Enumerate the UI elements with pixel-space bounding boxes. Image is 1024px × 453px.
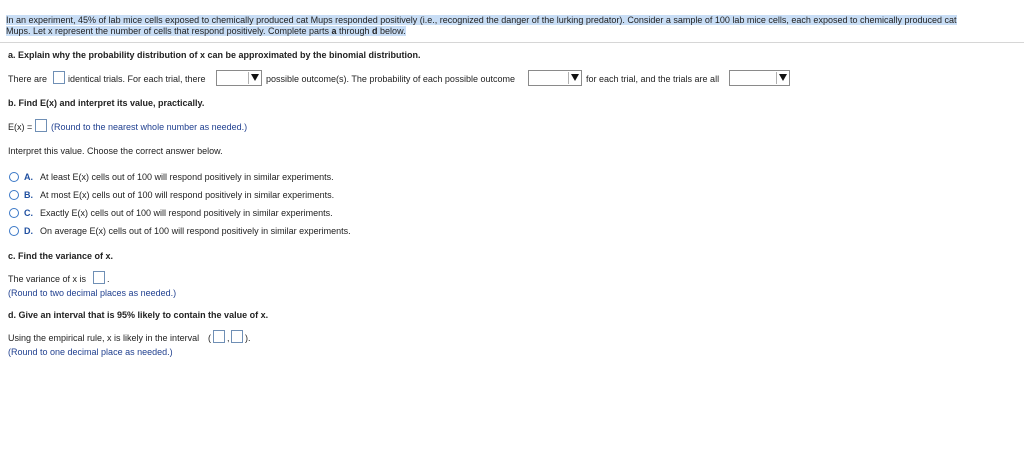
part-a-for-each-trial-label: for each trial, and the trials are all	[586, 74, 720, 84]
part-a-possible-outcomes-label: possible outcome(s). The probability of each possible outcome	[266, 74, 515, 84]
option-c-letter: C.	[24, 208, 33, 218]
expected-value-input[interactable]	[35, 119, 47, 132]
problem-statement	[6, 15, 1006, 37]
dropdown-separator	[248, 72, 249, 84]
intro-line-2: Mups. Let x represent the number of cells that respond positively. Complete parts a through d below.	[6, 26, 406, 36]
part-c-question: c. Find the variance of x.	[8, 251, 114, 261]
option-c-radio[interactable]	[9, 208, 19, 218]
option-b-letter: B.	[24, 190, 33, 200]
interval-label: Using the empirical rule, x is likely in the interval	[8, 333, 200, 343]
variance-label: The variance of x is	[8, 274, 87, 284]
option-b-text[interactable]: At most E(x) cells out of 100 will respond positively in similar experiments.	[40, 190, 335, 200]
option-a-radio[interactable]	[9, 172, 19, 182]
part-d-round-note: (Round to one decimal place as needed.)	[8, 347, 173, 357]
option-d-radio[interactable]	[9, 226, 19, 236]
dropdown-separator	[776, 72, 777, 84]
trials-independence-dropdown[interactable]	[729, 70, 790, 86]
variance-input[interactable]	[93, 271, 105, 284]
option-a-text[interactable]: At least E(x) cells out of 100 will respond positively in similar experiments.	[40, 172, 334, 182]
part-b-round-note: (Round to the nearest whole number as needed.)	[51, 122, 248, 132]
part-c-round-note: (Round to two decimal places as needed.)	[8, 288, 177, 298]
option-b-radio[interactable]	[9, 190, 19, 200]
interpret-instruction: Interpret this value. Choose the correct answer below.	[8, 146, 223, 156]
part-d-question: d. Give an interval that is 95% likely to contain the value of x.	[8, 310, 269, 320]
part-a-identical-trials-label: identical trials. For each trial, there	[68, 74, 206, 84]
divider	[0, 42, 1024, 43]
interval-lower-input[interactable]	[213, 330, 225, 343]
option-d-letter: D.	[24, 226, 33, 236]
option-a-letter: A.	[24, 172, 33, 182]
part-a-there-are-label: There are	[8, 74, 48, 84]
chevron-down-icon	[251, 74, 259, 81]
probability-outcome-dropdown[interactable]	[528, 70, 582, 86]
interval-comma: ,	[227, 333, 230, 343]
chevron-down-icon	[571, 74, 579, 81]
identical-trials-input[interactable]	[53, 71, 65, 84]
option-d-text[interactable]: On average E(x) cells out of 100 will respond positively in similar experiments.	[40, 226, 351, 236]
part-b-question: b. Find E(x) and interpret its value, practically.	[8, 98, 205, 108]
part-a-question: a. Explain why the probability distribution of x can be approximated by the binomial distribution.	[8, 50, 421, 60]
interval-upper-input[interactable]	[231, 330, 243, 343]
variance-period: .	[107, 274, 110, 284]
interval-close-paren: ).	[245, 333, 251, 343]
option-c-text[interactable]: Exactly E(x) cells out of 100 will respond positively in similar experiments.	[40, 208, 333, 218]
chevron-down-icon	[779, 74, 787, 81]
interval-open-paren: (	[208, 333, 211, 343]
expected-value-label: E(x) =	[8, 122, 33, 132]
possible-outcomes-dropdown[interactable]	[216, 70, 262, 86]
dropdown-separator	[568, 72, 569, 84]
intro-line-1: In an experiment, 45% of lab mice cells exposed to chemically produced cat Mups responded positively (i.e., recognized the danger of the lurking predator). Consider a sample of 100 lab mice cells, each exposed to chemically produced cat	[6, 15, 957, 25]
